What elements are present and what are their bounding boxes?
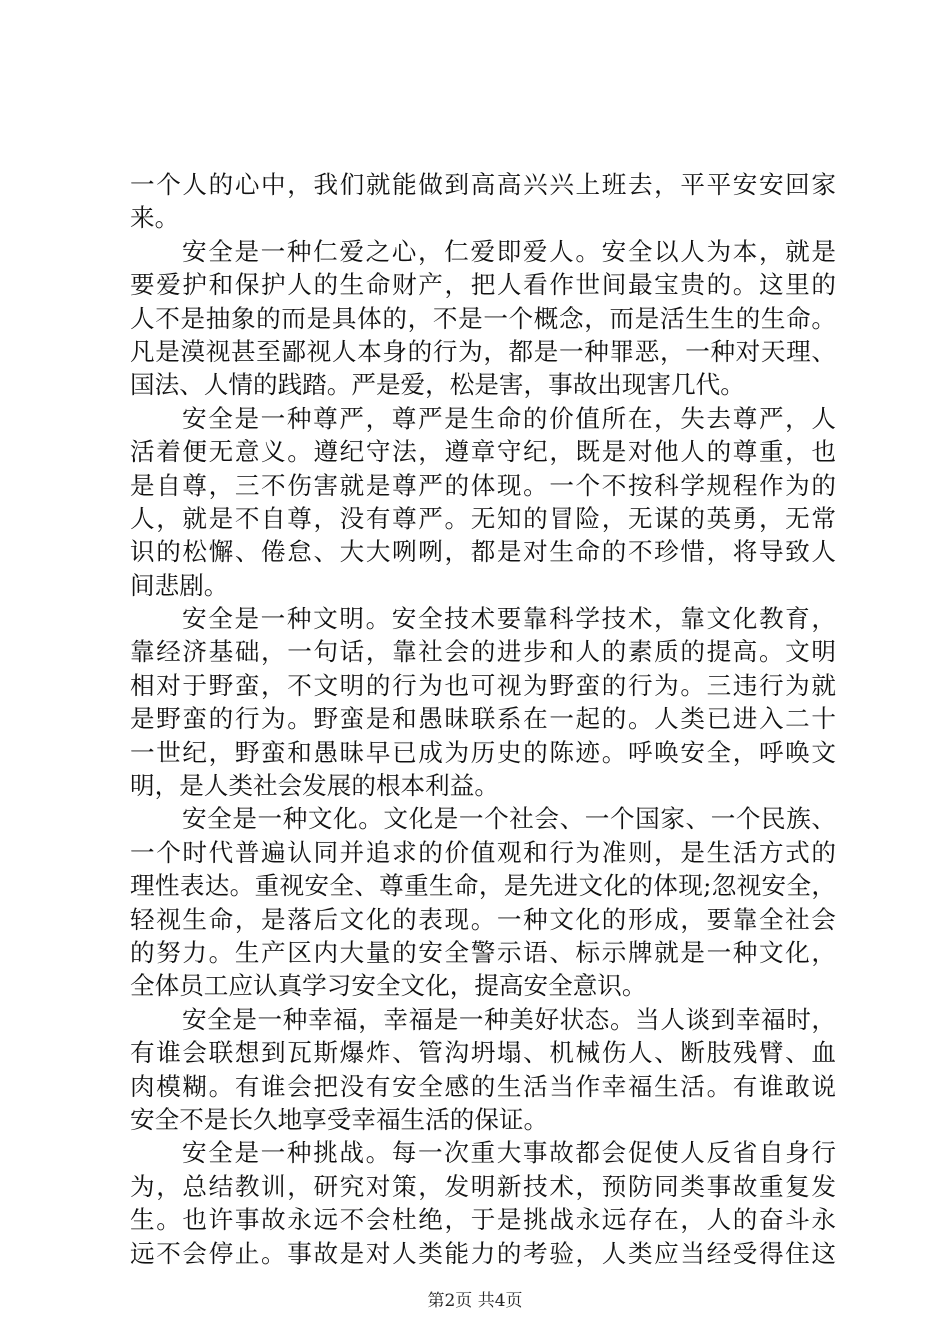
text-line: 是野蛮的行为。野蛮是和愚昧联系在一起的。人类已进入二十 — [130, 704, 836, 734]
document-body — [130, 168, 836, 1270]
text-line: 来。 — [130, 203, 180, 233]
text-line: 生。也许事故永远不会杜绝，于是挑战永远存在，人的奋斗永 — [130, 1205, 836, 1235]
text-line: 轻视生命，是落后文化的表现。一种文化的形成，要靠全社会 — [130, 904, 836, 934]
text-line: 间悲剧。 — [130, 570, 229, 600]
paragraph-first-line: 安全是一种仁爱之心，仁爱即爱人。安全以人为本，就是 — [182, 236, 836, 266]
text-line: 明，是人类社会发展的根本利益。 — [130, 771, 499, 801]
text-line: 靠经济基础，一句话，靠社会的进步和人的素质的提高。文明 — [130, 637, 836, 667]
text-line: 是自尊，三不伤害就是尊严的体现。一个不按科学规程作为的 — [130, 470, 836, 500]
text-line: 为，总结教训，研究对策，发明新技术，预防同类事故重复发 — [130, 1171, 836, 1201]
text-line: 全体员工应认真学习安全文化，提高安全意识。 — [130, 971, 647, 1001]
text-line: 国法、人情的践踏。严是爱，松是害，事故出现害几代。 — [130, 370, 745, 400]
paragraph-first-line: 安全是一种幸福，幸福是一种美好状态。当人谈到幸福时， — [182, 1004, 836, 1034]
text-line: 有谁会联想到瓦斯爆炸、管沟坍塌、机械伤人、断肢残臂、血 — [130, 1038, 836, 1068]
text-line: 理性表达。重视安全、尊重生命，是先进文化的体现;忽视安全， — [130, 871, 836, 901]
text-line: 人，就是不自尊，没有尊严。无知的冒险，无谋的英勇，无常 — [130, 503, 836, 533]
text-line: 一个人的心中，我们就能做到高高兴兴上班去，平平安安回家 — [130, 170, 836, 199]
text-line: 的努力。生产区内大量的安全警示语、标示牌就是一种文化， — [130, 937, 836, 967]
text-line: 肉模糊。有谁会把没有安全感的生活当作幸福生活。有谁敢说 — [130, 1071, 836, 1101]
text-line: 一个时代普遍认同并追求的价值观和行为准则，是生活方式的 — [130, 837, 836, 867]
text-line: 相对于野蛮，不文明的行为也可视为野蛮的行为。三违行为就 — [130, 670, 836, 700]
text-line: 凡是漠视甚至鄙视人本身的行为，都是一种罪恶，一种对天理、 — [130, 336, 836, 366]
text-line: 人不是抽象的而是具体的，不是一个概念，而是活生生的生命。 — [130, 303, 836, 333]
text-line: 识的松懈、倦怠、大大咧咧，都是对生命的不珍惜，将导致人 — [130, 537, 836, 567]
paragraph-first-line: 安全是一种文明。安全技术要靠科学技术，靠文化教育， — [182, 604, 836, 634]
text-line: 一世纪，野蛮和愚昧早已成为历史的陈迹。呼唤安全，呼唤文 — [130, 737, 836, 767]
page-number-footer: 第2页 共4页 — [427, 1291, 523, 1311]
text-line: 活着便无意义。遵纪守法，遵章守纪，既是对他人的尊重，也 — [130, 437, 836, 467]
paragraph-first-line: 安全是一种挑战。每一次重大事故都会促使人反省自身行 — [182, 1138, 836, 1168]
text-line: 要爱护和保护人的生命财产，把人看作世间最宝贵的。这里的 — [130, 270, 836, 300]
text-line: 安全不是长久地享受幸福生活的保证。 — [130, 1104, 549, 1134]
paragraph-first-line: 安全是一种尊严，尊严是生命的价值所在，失去尊严，人 — [182, 403, 836, 433]
paragraph-first-line: 安全是一种文化。文化是一个社会、一个国家、一个民族、 — [182, 804, 836, 834]
text-line: 远不会停止。事故是对人类能力的考验，人类应当经受得住这 — [130, 1238, 836, 1268]
